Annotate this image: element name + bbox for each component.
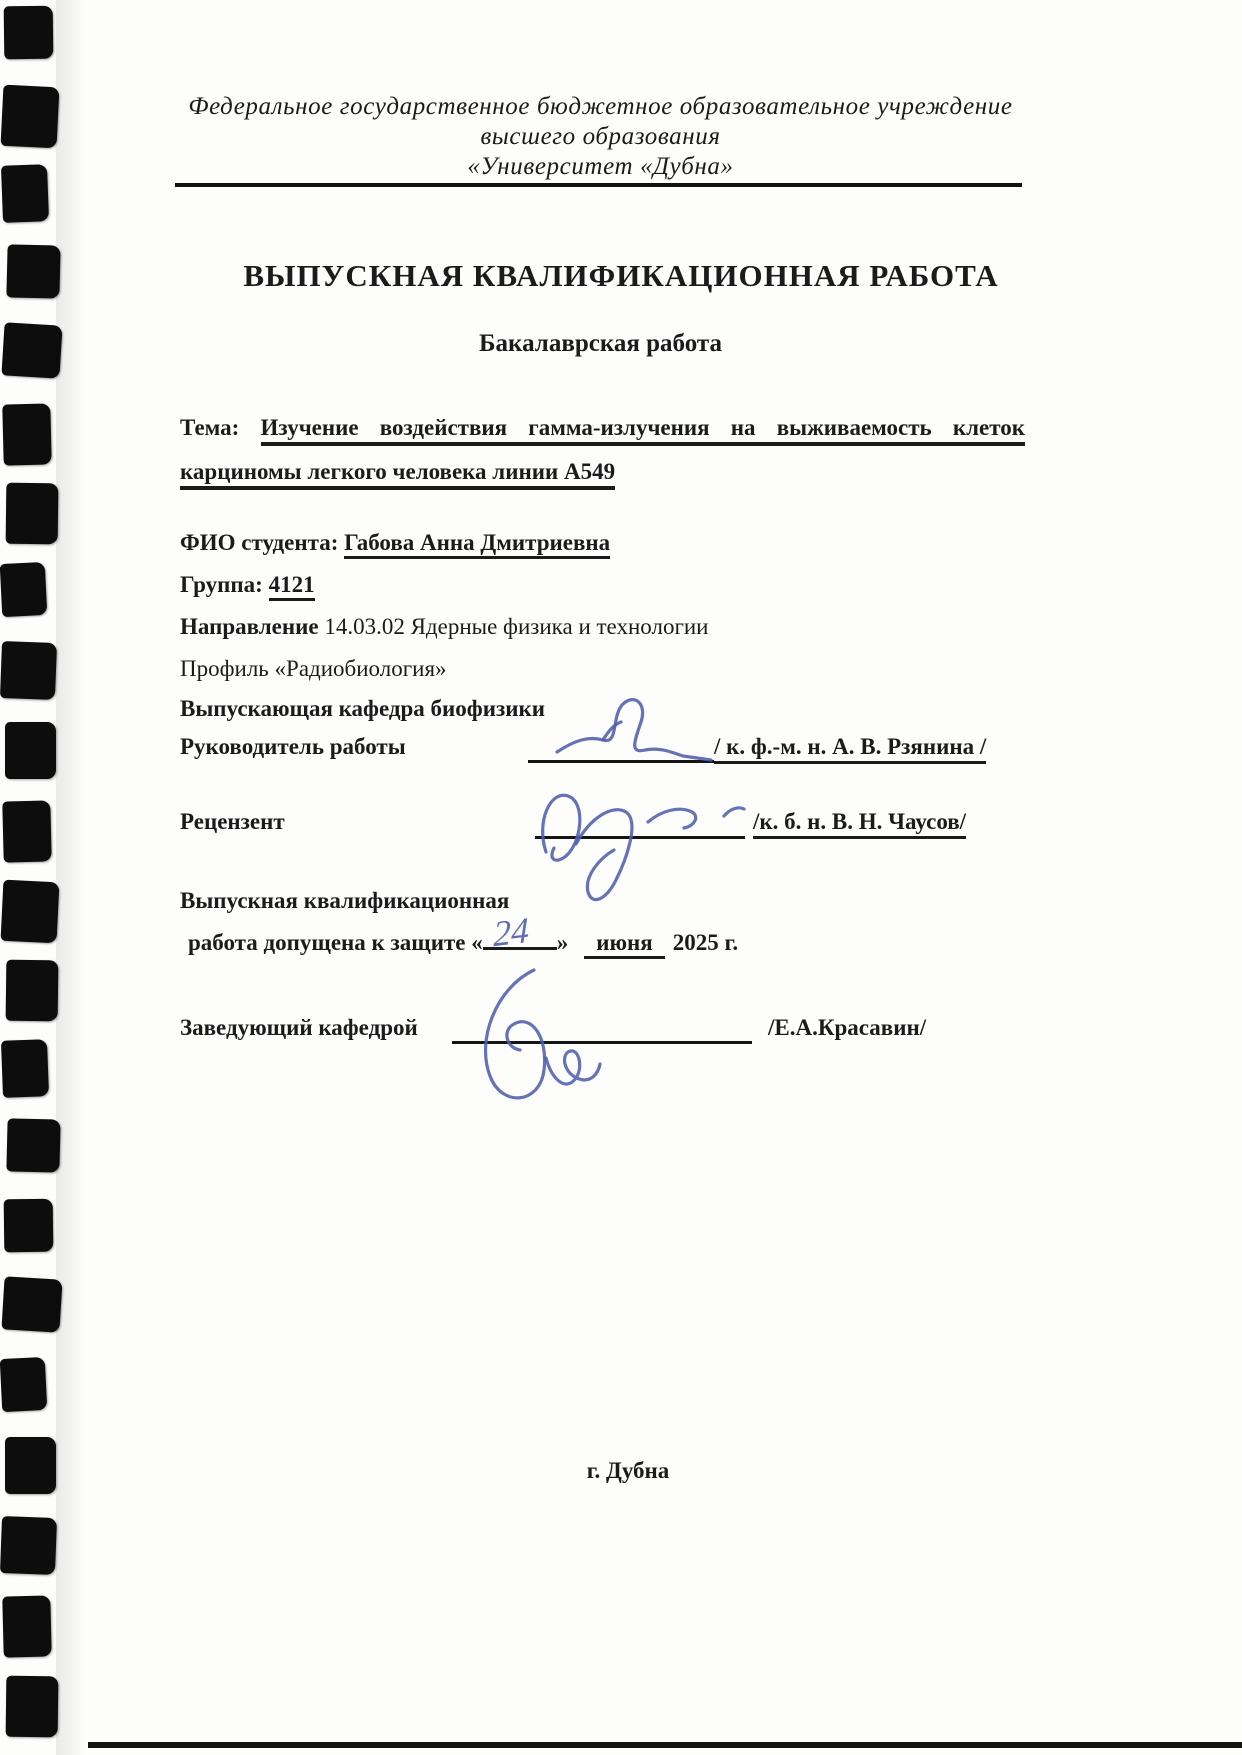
- admission-suffix: 2025 г.: [672, 930, 739, 955]
- head-signature: [462, 962, 622, 1117]
- binding-comb-hole: [0, 1356, 47, 1411]
- page-title: ВЫПУСКНАЯ КВАЛИФИКАЦИОННАЯ РАБОТА: [243, 258, 999, 293]
- header-divider: [175, 183, 1022, 187]
- binding-comb-hole: [1, 164, 49, 223]
- binding-comb-hole: [2, 403, 51, 465]
- direction-label: Направление: [180, 614, 319, 639]
- admission-month: июня: [584, 930, 665, 959]
- work-type-subtitle: Бакалаврская работа: [479, 330, 722, 357]
- profile-row: [180, 656, 1025, 682]
- student-row: [180, 530, 1025, 556]
- direction-row: [180, 614, 1025, 640]
- theme-line-2: [180, 459, 1025, 485]
- head-of-department-label: Заведующий кафедрой: [180, 1015, 418, 1040]
- reviewer-label: Рецензент: [180, 809, 285, 834]
- group-row: [180, 572, 1025, 598]
- group-number: 4121: [269, 572, 315, 601]
- admission-line-1: [180, 888, 1025, 914]
- binding-comb-hole: [6, 1675, 59, 1737]
- header-line-2: высшего образования: [480, 123, 721, 150]
- city-label: г. Дубна: [586, 1458, 670, 1483]
- binding-comb-hole: [4, 1198, 54, 1252]
- admission-mid: »: [556, 930, 569, 955]
- binding-edge-shadow: [56, 0, 86, 1755]
- admission-line-2: [188, 909, 1033, 956]
- binding-comb-hole: [1, 84, 60, 148]
- binding-comb-hole: [1, 879, 60, 943]
- scan-bottom-edge: [88, 1742, 1242, 1748]
- supervisor-label: Руководитель работы: [180, 734, 406, 759]
- binding-comb-hole: [5, 1437, 56, 1494]
- student-label: ФИО студента:: [180, 530, 339, 555]
- theme-label: Тема:: [180, 415, 240, 440]
- university-header: [178, 92, 1023, 182]
- binding-comb-hole: [0, 1516, 57, 1575]
- group-label: Группа:: [180, 572, 263, 597]
- binding-comb-hole: [0, 561, 47, 616]
- binding-comb-hole: [2, 800, 51, 862]
- handwritten-day: 24: [492, 909, 529, 955]
- reviewer-credential: /к. б. н. В. Н. Чаусов/: [753, 809, 966, 839]
- binding-comb-hole: [4, 6, 54, 60]
- binding-comb-hole: [6, 483, 59, 545]
- header-line-1: Федеральное государственное бюджетное образовательное учреждение: [188, 93, 1013, 120]
- binding-comb-hole: [6, 244, 61, 298]
- header-line-3: «Университет «Дубна»: [467, 153, 734, 180]
- binding-comb-hole: [1, 1039, 49, 1098]
- supervisor-credential: / к. ф.-м. н. А. В. Рзянина /: [714, 734, 986, 764]
- admission-prefix: работа допущена к защите «: [188, 930, 483, 955]
- binding-comb-hole: [1, 1276, 62, 1332]
- binding-comb-hole: [5, 722, 56, 779]
- binding-comb-hole: [6, 1118, 61, 1172]
- department-text: Выпускающая кафедра биофизики: [180, 696, 545, 721]
- theme-text-2: карциномы легкого человека линии А549: [180, 459, 615, 490]
- binding-comb-hole: [0, 641, 57, 700]
- binding-comb-hole: [6, 960, 59, 1022]
- head-of-department-credential: /Е.А.Красавин/: [768, 1015, 927, 1040]
- admission-text-1: Выпускная квалификационная: [180, 888, 510, 913]
- binding-comb-hole: [2, 1595, 51, 1657]
- binding-comb-hole: [1, 322, 62, 378]
- direction-value: 14.03.02 Ядерные физика и технологии: [318, 614, 709, 639]
- student-name: Габова Анна Дмитриевна: [344, 530, 610, 559]
- theme-line-1: [180, 415, 1025, 441]
- supervisor-signature: [545, 690, 735, 775]
- day-blank: [483, 909, 557, 955]
- profile-text: Профиль «Радиобиология»: [180, 656, 447, 681]
- theme-text-1: Изучение воздействия гамма-излучения на выживаемость клеток: [261, 415, 1025, 446]
